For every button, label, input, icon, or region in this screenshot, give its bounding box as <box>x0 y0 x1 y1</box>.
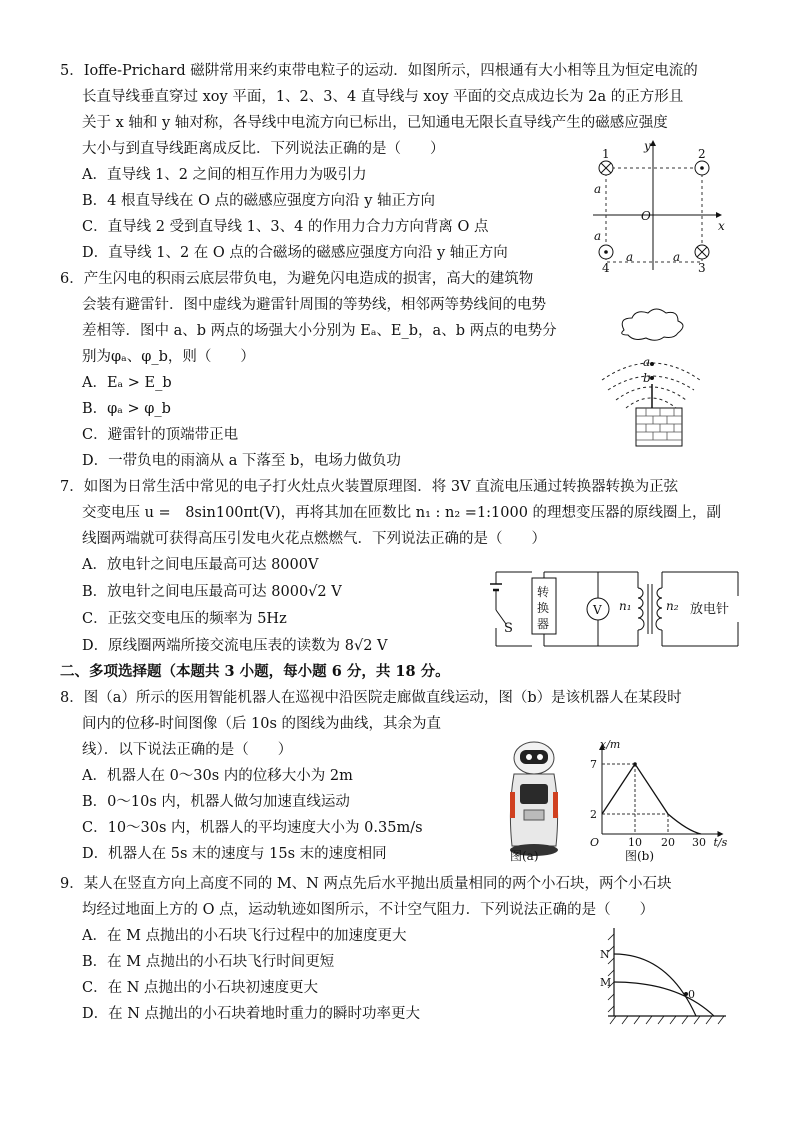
q7-option-c[interactable]: C．正弦交变电压的频率为 5Hz <box>82 611 287 627</box>
q5-option-d[interactable]: D．直导线 1、2 在 O 点的合磁场的磁感应强度方向沿 y 轴正方向 <box>82 245 508 261</box>
q6-stem-line: 会装有避雷针．图中虚线为避雷针周围的等势线，相邻两等势线间的电势 <box>82 297 546 313</box>
needle-label: 放电针 <box>690 602 730 617</box>
side-a-label: a <box>673 250 681 264</box>
figure-b-caption: 图(b) <box>625 849 655 863</box>
q7-option-d[interactable]: D．原线圈两端所接交流电压表的读数为 8√2 V <box>82 638 388 654</box>
x-axis-label: x/m <box>600 738 621 751</box>
q7-igniter-circuit <box>488 566 750 652</box>
point-m-label: M <box>600 976 612 989</box>
q8-option-a[interactable]: A．机器人在 0～30s 内的位移大小为 2m <box>82 768 353 784</box>
section-2-heading: 二、多项选择题（本题共 3 小题，每小题 6 分，共 18 分。 <box>60 663 450 680</box>
point-a-label: a <box>643 355 651 369</box>
wire-3-icon <box>695 245 709 259</box>
cloud-icon <box>622 309 683 340</box>
voltmeter-label: V <box>593 603 602 617</box>
wire-4-label: 4 <box>602 261 610 275</box>
q5-wire-diagram <box>588 138 728 273</box>
n2-label: n₂ <box>666 599 679 613</box>
q5-option-b[interactable]: B．4 根直导线在 O 点的磁感应强度方向沿 y 轴正方向 <box>82 193 436 209</box>
q7-option-b[interactable]: B．放电针之间电压最高可达 8000√2 V <box>82 584 342 600</box>
t-axis-label: t/s <box>713 836 728 849</box>
tick-label-7: 7 <box>590 758 597 771</box>
point-n-label: N <box>600 948 610 961</box>
primary-coil-icon <box>638 588 644 630</box>
q5-stem-line: 长直导线垂直穿过 xoy 平面，1、2、3、4 直导线与 xoy 平面的交点成边长为 2a 的正方形且 <box>82 89 684 105</box>
q6-stem-line: 6．产生闪电的积雨云底层带负电，为避免闪电造成的损害，高大的建筑物 <box>60 271 534 287</box>
converter-label: 换 <box>537 601 550 615</box>
q7-stem-line: 线圈两端就可获得高压引发电火花点燃燃气．下列说法正确的是（ ） <box>82 531 546 547</box>
switch-label: S <box>504 621 513 636</box>
tick-label-2: 2 <box>590 808 597 821</box>
q7-stem-line: 交变电压 u = 8sin100πt(V)，再将其加在匝数比 n₁ : n₂ =1:1000 的理想变压器的原线圈上，副 <box>82 505 722 521</box>
wire-2-label: 2 <box>698 147 706 161</box>
x-axis-label: x <box>718 219 725 233</box>
q9-stem-line: 9．某人在竖直方向上高度不同的 M、N 两点先后水平抛出质量相同的两个小石块，两个小石块 <box>60 876 672 892</box>
q6-stem-line: 差相等．图中 a、b 两点的场强大小分别为 Eₐ、E_b，a、b 两点的电势分 <box>82 323 557 339</box>
tick-label-20: 20 <box>661 836 675 849</box>
n1-label: n₁ <box>619 599 632 613</box>
q6-option-a[interactable]: A．Eₐ > E_b <box>82 375 172 391</box>
y-axis-label: y <box>644 139 651 153</box>
q9-option-b[interactable]: B．在 M 点抛出的小石块飞行时间更短 <box>82 954 335 970</box>
q8-stem-line: 间内的位移-时间图像（后 10s 的图线为曲线，其余为直 <box>82 716 442 732</box>
q8-stem-line: 线）．以下说法正确的是（ ） <box>82 742 293 758</box>
q9-stem-line: 均经过地面上方的 O 点，运动轨迹如图所示，不计空气阻力．下列说法正确的是（ ） <box>82 902 655 918</box>
origin-label: O <box>590 836 600 849</box>
origin-label: O <box>641 209 651 223</box>
tick-label-10: 10 <box>628 836 642 849</box>
q9-option-a[interactable]: A．在 M 点抛出的小石块飞行过程中的加速度更大 <box>82 928 407 944</box>
wire-1-label: 1 <box>602 147 610 161</box>
curve-20-30s <box>668 814 701 834</box>
q8-robot-figure <box>498 738 570 863</box>
segment-0-10s <box>602 764 635 814</box>
q5-stem-line: 关于 x 轴和 y 轴对称，各导线中电流方向已标出，已知通电无限长直导线产生的磁感应强度 <box>82 115 668 131</box>
side-a-label: a <box>626 250 634 264</box>
q9-option-d[interactable]: D．在 N 点抛出的小石块着地时重力的瞬时功率更大 <box>82 1006 421 1022</box>
q5-option-a[interactable]: A．直导线 1、2 之间的相互作用力为吸引力 <box>82 167 367 183</box>
wire-4-icon <box>599 245 613 259</box>
q9-projectile-diagram <box>598 924 728 1026</box>
wire-1-icon <box>599 161 613 175</box>
converter-label: 器 <box>537 617 550 631</box>
wire-2-icon <box>695 161 709 175</box>
q6-option-c[interactable]: C．避雷针的顶端带正电 <box>82 427 239 443</box>
q6-stem-line: 别为φₐ、φ_b，则（ ） <box>82 349 255 365</box>
q6-lightning-rod-diagram <box>596 308 706 448</box>
q8-xt-graph <box>576 738 728 849</box>
converter-label: 转 <box>537 585 550 599</box>
q8-option-c[interactable]: C．10～30s 内，机器人的平均速度大小为 0.35m/s <box>82 820 423 836</box>
q7-option-a[interactable]: A．放电针之间电压最高可达 8000V <box>82 557 319 573</box>
q6-option-b[interactable]: B．φₐ > φ_b <box>82 401 171 417</box>
q8-option-b[interactable]: B．0～10s 内，机器人做匀加速直线运动 <box>82 794 350 810</box>
tick-label-30: 30 <box>692 836 706 849</box>
figure-a-caption: 图(a) <box>510 849 539 863</box>
wire-3-label: 3 <box>698 261 706 275</box>
q9-option-c[interactable]: C．在 N 点抛出的小石块初速度更大 <box>82 980 318 996</box>
peak-point <box>633 762 637 766</box>
secondary-coil-icon <box>656 588 662 630</box>
point-b-label: b <box>643 371 651 385</box>
q5-stem-line: 大小与到直导线距离成反比．下列说法正确的是（ ） <box>82 141 445 157</box>
point-o-label: 0 <box>688 988 695 1001</box>
side-a-label: a <box>594 229 602 243</box>
segment-10-20s <box>635 764 668 814</box>
q5-option-c[interactable]: C．直导线 2 受到直导线 1、3、4 的作用力合力方向背离 O 点 <box>82 219 489 235</box>
q8-option-d[interactable]: D．机器人在 5s 末的速度与 15s 末的速度相同 <box>82 846 387 862</box>
q8-stem-line: 8．图（a）所示的医用智能机器人在巡视中沿医院走廊做直线运动，图（b）是该机器人在某段时 <box>60 690 682 706</box>
q6-option-d[interactable]: D．一带负电的雨滴从 a 下落至 b，电场力做负功 <box>82 453 401 469</box>
q5-stem-line: 5．Ioffe-Prichard 磁阱常用来约束带电粒子的运动．如图所示，四根通有大小相等且为恒定电流的 <box>60 63 698 79</box>
q7-stem-line: 7．如图为日常生活中常见的电子打火灶点火装置原理图．将 3V 直流电压通过转换器转换为正弦 <box>60 479 679 495</box>
side-a-label: a <box>594 182 602 196</box>
